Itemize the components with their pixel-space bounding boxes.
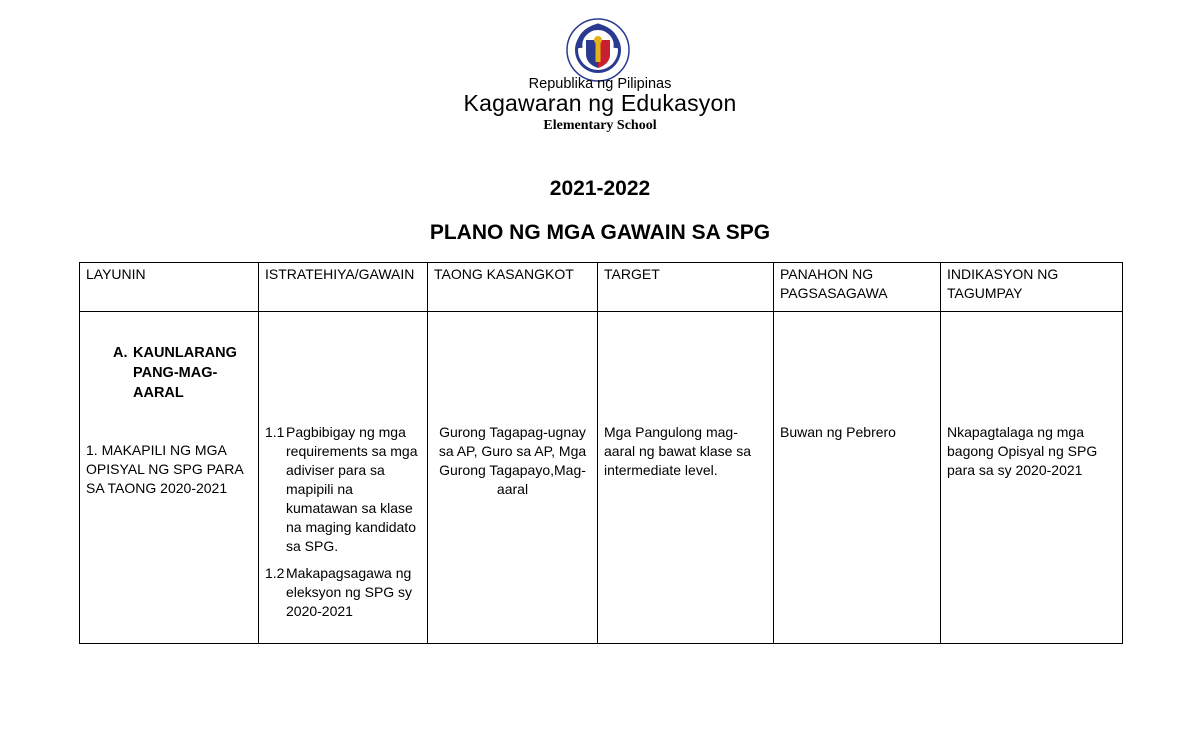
strategy-item [265, 564, 421, 621]
table-row [80, 312, 1123, 644]
school-heading: Elementary School [543, 118, 657, 133]
table-header-row [80, 263, 1123, 312]
page-title: PLANO NG MGA GAWAIN SA SPG [429, 221, 771, 244]
school-year: 2021-2022 [549, 177, 651, 200]
republic-heading: Republika ng Pilipinas [528, 76, 672, 92]
cell-istratehiya [259, 312, 428, 644]
deped-seal-logo [560, 18, 636, 82]
header-istratehiya: ISTRATEHIYA/GAWAIN [259, 263, 428, 312]
indicator-text: Nkapagtalaga ng mga bagong Opisyal ng SPG para sa sy 2020-2021 [947, 424, 1098, 478]
department-heading: Kagawaran ng Edukasyon [463, 90, 737, 116]
section-label: KAUNLARANG PANG-MAG-AARAL [133, 345, 237, 401]
header-layunin: LAYUNIN [80, 263, 259, 312]
target-text: Mga Pangulong mag-aaral ng bawat klase sa intermediate level. [604, 424, 752, 478]
cell-taong-kasangkot [428, 312, 598, 644]
cell-layunin [80, 312, 259, 644]
header-panahon: PANAHON NG PAGSASAGAWA [774, 263, 941, 312]
people-involved-text: Gurong Tagapag-ugnay sa AP, Guro sa AP, Mga Gurong Tagapayo,Mag-aaral [438, 424, 587, 497]
section-letter: A. [113, 345, 128, 361]
header-target: TARGET [598, 263, 774, 312]
objective-text: 1. MAKAPILI NG MGA OPISYAL NG SPG PARA SA TAONG 2020-2021 [86, 442, 243, 496]
header-indikasyon: INDIKASYON NG TAGUMPAY [941, 263, 1123, 312]
strategy-text: Makapagsagawa ng eleksyon ng SPG sy 2020-2021 [286, 565, 413, 619]
strategy-text: Pagbibigay ng mga requirements sa mga adiviser para sa mapipili na kumatawan sa klase na maging kandidato sa SPG. [286, 424, 418, 554]
section-heading [113, 343, 252, 403]
activity-plan-table [79, 262, 1123, 644]
strategy-number: 1.2 [265, 565, 285, 581]
strategy-number: 1.1 [265, 424, 285, 440]
cell-indikasyon [941, 312, 1123, 644]
header-taong-kasangkot: TAONG KASANGKOT [428, 263, 598, 312]
cell-target [598, 312, 774, 644]
strategy-item [265, 423, 421, 556]
timeline-text: Buwan ng Pebrero [780, 424, 896, 440]
cell-panahon [774, 312, 941, 644]
